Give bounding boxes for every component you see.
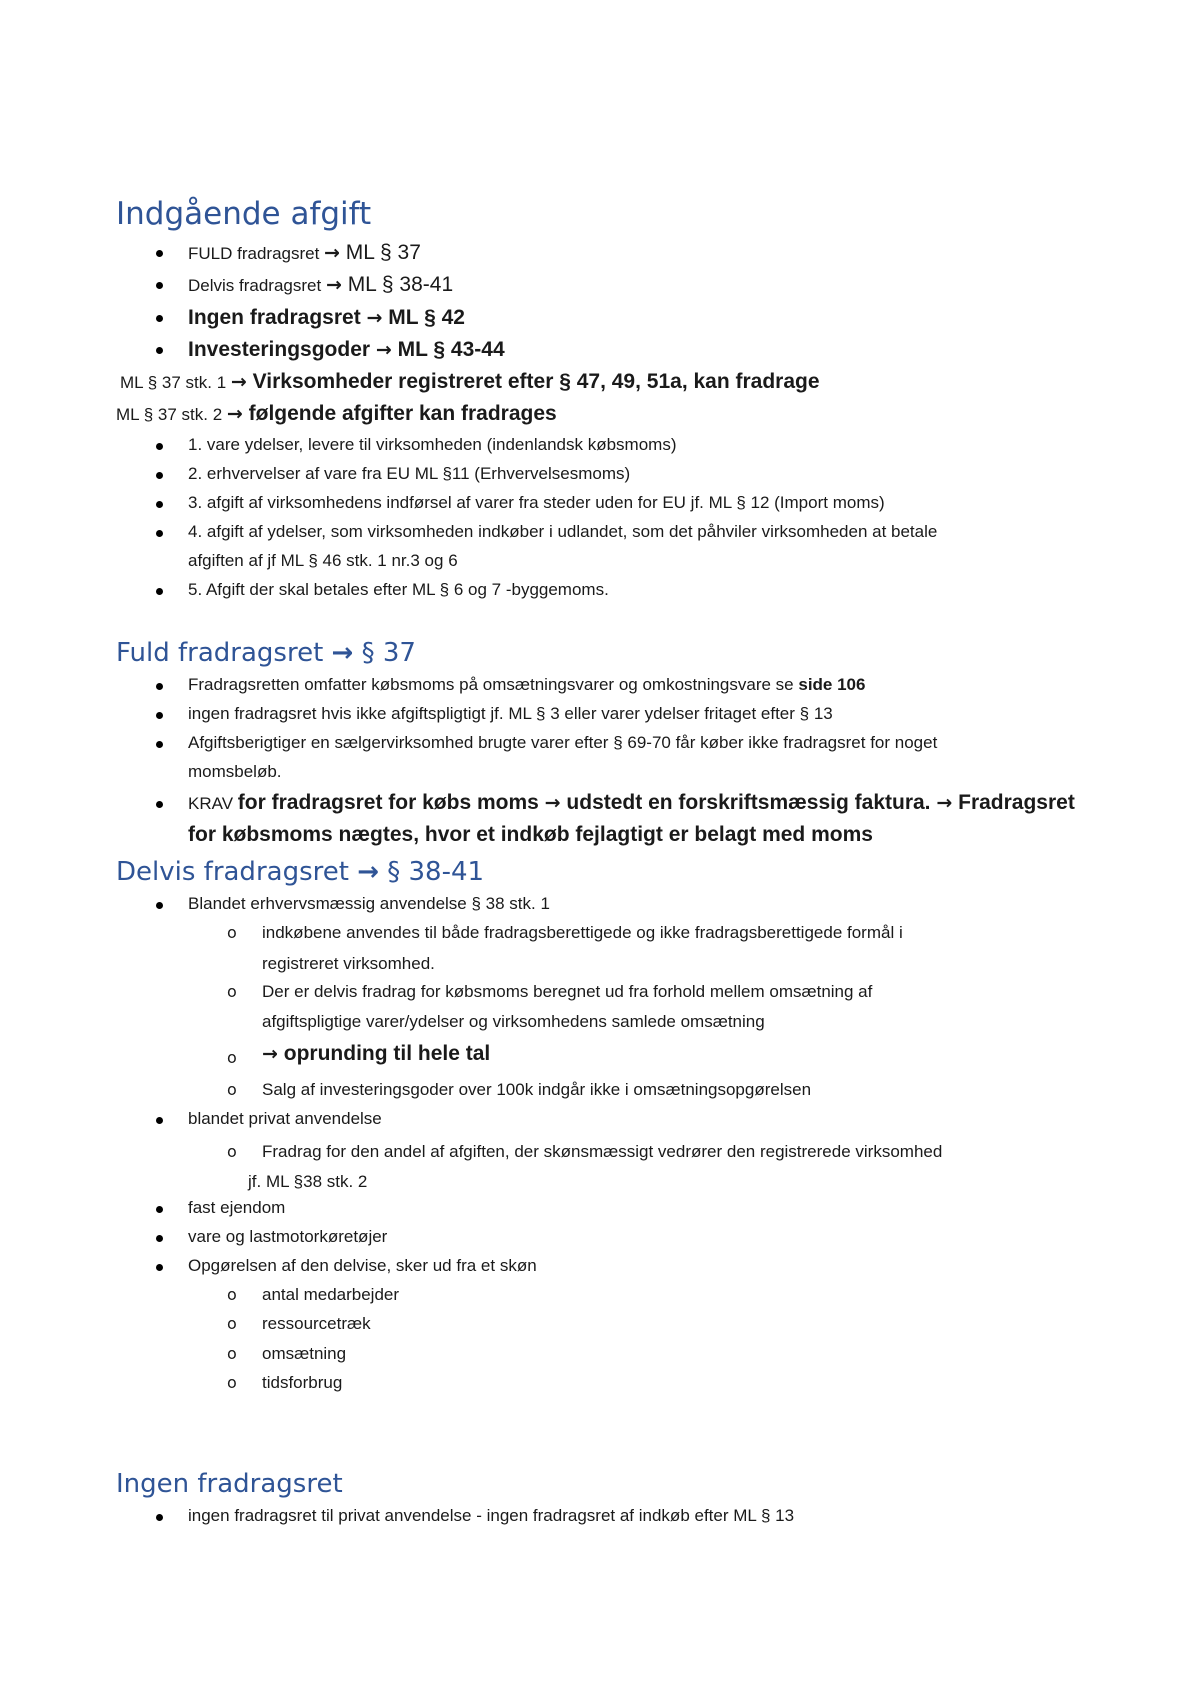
list-item: FULD fradragsret → ML § 37 <box>188 241 421 264</box>
bullet <box>156 282 163 289</box>
list-item: Ingen fradragsret → ML § 42 <box>188 306 465 329</box>
list-item-krav: KRAV for fradragsret for købs moms → udstedt en forskriftsmæssig faktura. → Fradragsret <box>188 791 1075 814</box>
bullet <box>156 712 163 719</box>
list-item: blandet privat anvendelse <box>188 1109 382 1128</box>
bullet <box>156 472 163 479</box>
list-item: Blandet erhvervsmæssig anvendelse § 38 stk. 1 <box>188 894 550 913</box>
paragraph-ml37-stk2: ML § 37 stk. 2 → følgende afgifter kan fradrages <box>116 402 557 425</box>
bullet <box>156 1235 163 1242</box>
sub-bullet-icon: o <box>227 982 237 1001</box>
bullet <box>156 741 163 748</box>
sub-bullet-icon: o <box>227 1142 237 1161</box>
arrow-right-icon: → <box>375 339 392 361</box>
arrow-right-icon: → <box>357 857 379 887</box>
sub-list-item: ressourcetræk <box>262 1314 371 1333</box>
list-item: ingen fradragsret til privat anvendelse - ingen fradragsret af indkøb efter ML § 13 <box>188 1506 795 1525</box>
bullet <box>156 347 163 354</box>
bullet <box>156 1264 163 1271</box>
bullet <box>156 1117 163 1124</box>
sub-bullet-icon: o <box>227 1080 237 1099</box>
bullet <box>156 530 163 537</box>
sub-bullet-icon: o <box>227 1048 237 1067</box>
arrow-right-icon: → <box>366 307 383 329</box>
list-item: 1. vare ydelser, levere til virksomheden (indenlandsk købsmoms) <box>188 435 677 454</box>
list-item: 5. Afgift der skal betales efter ML § 6 og 7 -byggemoms. <box>188 580 609 599</box>
sub-list-item: tidsforbrug <box>262 1373 343 1392</box>
list-item-continuation: momsbeløb. <box>188 762 282 781</box>
list-item: ingen fradragsret hvis ikke afgiftspligtigt jf. ML § 3 eller varer ydelser fritaget efter § 13 <box>188 704 833 723</box>
list-item: Opgørelsen af den delvise, sker ud fra et skøn <box>188 1256 537 1275</box>
arrow-right-icon: → <box>325 274 342 296</box>
bullet <box>156 315 163 322</box>
sub-list-item-continuation: jf. ML §38 stk. 2 <box>248 1172 368 1191</box>
list-item: Fradragsretten omfatter købsmoms på omsætningsvarer og omkostningsvare se side 106 <box>188 675 866 694</box>
list-item: 2. erhvervelser af vare fra EU ML §11 (Erhvervelsesmoms) <box>188 464 631 483</box>
sub-list-item: Salg af investeringsgoder over 100k indgår ikke i omsætningsopgørelsen <box>262 1080 812 1099</box>
sub-list-item: indkøbene anvendes til både fradragsberettigede og ikke fradragsberettigede formål i <box>262 923 903 942</box>
sub-list-item: Der er delvis fradrag for købsmoms beregnet ud fra forhold mellem omsætning af <box>262 982 873 1001</box>
heading-delvis-fradragsret: Delvis fradragsret → § 38-41 <box>116 857 485 887</box>
sub-bullet-icon: o <box>227 1285 237 1304</box>
sub-list-item: Fradrag for den andel af afgiften, der skønsmæssigt vedrører den registrerede virksomhed <box>262 1142 943 1161</box>
paragraph-ml37-stk1: ML § 37 stk. 1 → Virksomheder registreret efter § 47, 49, 51a, kan fradrage <box>120 370 820 393</box>
sub-bullet-icon: o <box>227 1314 237 1333</box>
sub-list-item-continuation: registreret virksomhed. <box>262 954 435 973</box>
list-item: Delvis fradragsret → ML § 38-41 <box>188 273 454 296</box>
bullet <box>156 501 163 508</box>
arrow-right-icon: → <box>262 1043 278 1065</box>
sub-bullet-icon: o <box>227 1344 237 1363</box>
arrow-right-icon: → <box>324 242 340 264</box>
bullet <box>156 902 163 909</box>
sub-list-item: → oprunding til hele tal <box>262 1042 491 1065</box>
bullet <box>156 801 163 808</box>
sub-list-item-continuation: afgiftspligtige varer/ydelser og virksomhedens samlede omsætning <box>262 1012 765 1031</box>
arrow-right-icon: → <box>226 403 243 425</box>
list-item: Investeringsgoder → ML § 43-44 <box>188 338 505 361</box>
list-item: vare og lastmotorkøretøjer <box>188 1227 388 1246</box>
bullet <box>156 683 163 690</box>
bullet <box>156 250 163 257</box>
list-item: 4. afgift af ydelser, som virksomheden indkøber i udlandet, som det påhviler virksomheden at betale <box>188 522 938 541</box>
arrow-right-icon: → <box>544 792 561 814</box>
arrow-right-icon: → <box>331 638 354 668</box>
list-item: fast ejendom <box>188 1198 286 1217</box>
arrow-right-icon: → <box>230 371 247 393</box>
heading-ingen-fradragsret: Ingen fradragsret <box>116 1469 343 1499</box>
bullet <box>156 1206 163 1213</box>
list-item: Afgiftsberigtiger en sælgervirksomhed brugte varer efter § 69-70 får køber ikke fradragsret for noget <box>188 733 938 752</box>
sub-bullet-icon: o <box>227 1373 237 1392</box>
heading-fuld-fradragsret: Fuld fradragsret → § 37 <box>116 638 416 668</box>
arrow-right-icon: → <box>936 792 953 814</box>
bullet <box>156 588 163 595</box>
sub-list-item: antal medarbejder <box>262 1285 400 1304</box>
bullet <box>156 443 163 450</box>
sub-bullet-icon: o <box>227 923 237 942</box>
heading-indgaaende-afgift: Indgående afgift <box>116 196 372 232</box>
sub-list-item: omsætning <box>262 1344 347 1363</box>
list-item-continuation: for købsmoms nægtes, hvor et indkøb fejlagtigt er belagt med moms <box>188 823 873 846</box>
list-item: 3. afgift af virksomhedens indførsel af varer fra steder uden for EU jf. ML § 12 (Import moms) <box>188 493 885 512</box>
bullet <box>156 1514 163 1521</box>
list-item-continuation: afgiften af jf ML § 46 stk. 1 nr.3 og 6 <box>188 551 458 570</box>
